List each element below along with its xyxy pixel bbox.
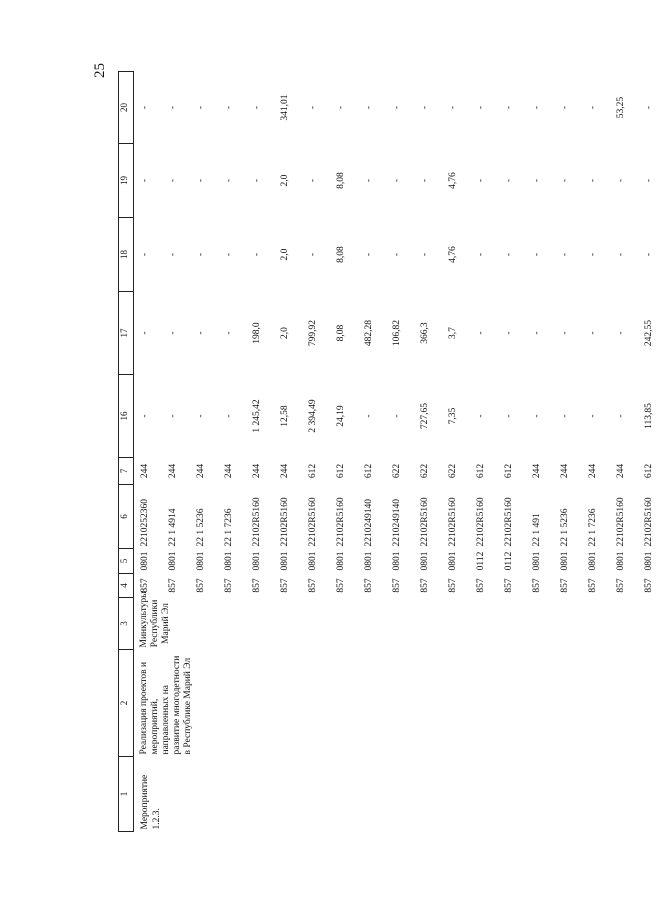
- cell-col-19: 4,76: [448, 172, 458, 189]
- cell-col-17: -: [196, 331, 206, 335]
- cell-col-6: 22 1 7236: [588, 508, 598, 547]
- cell-col-20: -: [504, 105, 514, 110]
- cell-col-6: 2210249140: [364, 499, 374, 547]
- cell-col-17: -: [616, 331, 626, 335]
- cell-col-5: 0801: [252, 551, 262, 571]
- cell-col-7: 612: [308, 463, 318, 479]
- cell-col-19: -: [224, 178, 234, 183]
- cell-col-5: 0801: [224, 551, 234, 571]
- cell-col-20: -: [476, 105, 486, 110]
- cell-col-16: 1 245,42: [252, 399, 262, 433]
- cell-col-19: 2,0: [280, 174, 290, 187]
- cell-col-19: -: [532, 178, 542, 183]
- cell-col-4: 857: [588, 578, 598, 593]
- cell-col-4: 857: [616, 578, 626, 593]
- cell-col-19: -: [504, 178, 514, 183]
- cell-col-18: -: [616, 252, 626, 257]
- cell-col-6: 22 1 7236: [224, 508, 234, 547]
- cell-col-19: -: [616, 178, 626, 183]
- cell-col-17: -: [504, 331, 514, 335]
- cell-col-16: -: [560, 414, 570, 418]
- cell-col-17: 366,3: [420, 322, 430, 344]
- col-header-6: 6: [119, 485, 134, 549]
- cell-col-4: 857: [196, 578, 206, 593]
- cell-col-18: -: [420, 252, 430, 257]
- cell-col-4: 857: [280, 578, 290, 593]
- cell-col-17: 3,7: [448, 327, 458, 339]
- cell-col-7: 244: [224, 463, 234, 479]
- cell-col-19: -: [168, 178, 178, 183]
- cell-col-7: 244: [616, 463, 626, 479]
- cell-col-19: -: [420, 178, 430, 183]
- cell-col-5: 0801: [392, 551, 402, 571]
- cell-col-7: 612: [644, 463, 654, 479]
- cell-col-16: 24,19: [336, 405, 346, 427]
- cell-col-17: 482,28: [364, 319, 374, 347]
- cell-col-6: 22102R5160: [420, 497, 430, 547]
- cell-col-18: -: [476, 252, 486, 257]
- col-header-1: 1: [119, 757, 134, 832]
- col-header-3: 3: [119, 598, 134, 650]
- cell-col-7: 612: [336, 463, 346, 479]
- cell-col-4: 857: [252, 578, 262, 593]
- rotated-table-container: [118, 72, 654, 832]
- cell-col-18: 4,76: [448, 246, 458, 263]
- cell-col-4: 857: [168, 578, 178, 593]
- cell-col-7: 244: [588, 463, 598, 479]
- cell-col-17: 2,0: [280, 327, 290, 339]
- cell-col-20: -: [448, 105, 458, 110]
- cell-col-16: 12,58: [280, 405, 290, 427]
- cell-col-5: 0801: [588, 551, 598, 571]
- col-header-7: 7: [119, 458, 134, 485]
- cell-col-19: -: [196, 178, 206, 183]
- cell-col-17: -: [476, 331, 486, 335]
- cell-col-5: 0801: [308, 551, 318, 571]
- cell-col-18: -: [532, 252, 542, 257]
- col-header-20: 20: [119, 72, 134, 144]
- cell-col-4: 857: [476, 578, 486, 593]
- cell-col-19: -: [140, 178, 150, 183]
- table-body: [134, 72, 666, 832]
- cell-col-18: 2,0: [280, 248, 290, 261]
- cell-col-20: -: [140, 105, 150, 110]
- cell-col-7: 244: [532, 463, 542, 479]
- cell-col-5: 0801: [336, 551, 346, 571]
- cell-col-6: 22 1 5236: [196, 508, 206, 547]
- cell-col-18: -: [644, 252, 654, 257]
- cell-col-7: 244: [168, 463, 178, 479]
- cell-col-16: -: [392, 414, 402, 418]
- cell-col-20: 341,01: [280, 94, 290, 121]
- col-header-17: 17: [119, 292, 134, 375]
- cell-col-20: -: [644, 105, 654, 110]
- cell-col-6: 22102R5160: [336, 497, 346, 547]
- cell-col-7: 612: [504, 463, 514, 479]
- cell-col-5: 0801: [644, 551, 654, 571]
- cell-col-20: -: [168, 105, 178, 110]
- cell-col-20: 53,25: [616, 96, 626, 119]
- cell-col-18: -: [196, 252, 206, 257]
- cell-col-6: 22 1 4914: [168, 508, 178, 547]
- cell-col-16: -: [224, 414, 234, 418]
- cell-col-17: -: [532, 331, 542, 335]
- cell-col-20: -: [336, 105, 346, 110]
- table-row: [134, 72, 163, 832]
- cell-col-5: 0801: [532, 551, 542, 571]
- cell-col-16: -: [504, 414, 514, 418]
- cell-col-4: 857: [532, 578, 542, 593]
- cell-col-16: 727,65: [420, 402, 430, 430]
- cell-col-17: 106,82: [392, 319, 402, 347]
- cell-col-20: -: [308, 105, 318, 110]
- cell-col-17: -: [588, 331, 598, 335]
- cell-col-5: 0801: [448, 551, 458, 571]
- cell-col-20: -: [252, 105, 262, 110]
- cell-col-4: 857: [364, 578, 374, 593]
- cell-col-5: 0801: [364, 551, 374, 571]
- cell-col-6: 22102R5160: [616, 497, 626, 547]
- cell-col-19: -: [560, 178, 570, 183]
- cell-col-4: 857: [420, 578, 430, 593]
- cell-col-20: -: [532, 105, 542, 110]
- col-header-16: 16: [119, 375, 134, 458]
- cell-col-17: -: [168, 331, 178, 335]
- cell-col-16: 113,85: [644, 403, 654, 429]
- cell-col-20: -: [364, 105, 374, 110]
- cell-col-18: -: [364, 252, 374, 257]
- cell-col-7: 244: [140, 463, 150, 479]
- cell-col-6: 22102R5160: [448, 497, 458, 547]
- cell-col-7: 612: [476, 463, 486, 479]
- cell-col-18: -: [252, 252, 262, 257]
- cell-col-6: 22102R5160: [252, 497, 262, 547]
- cell-col-20: -: [224, 105, 234, 110]
- cell-col-17: 8,08: [336, 324, 346, 342]
- cell-col-6: 22 1 491: [532, 513, 542, 547]
- cell-col-20: -: [560, 105, 570, 110]
- cell-col-19: -: [588, 178, 598, 183]
- column-number-header: [119, 72, 134, 832]
- cell-col-18: -: [224, 252, 234, 257]
- cell-col-18: -: [392, 252, 402, 257]
- budget-table: [118, 71, 666, 832]
- col-header-18: 18: [119, 218, 134, 292]
- cell-col-5: 0801: [168, 551, 178, 571]
- cell-col-4: 857: [336, 578, 346, 593]
- col-header-5: 5: [119, 549, 134, 574]
- cell-col-4: 857: [140, 578, 150, 593]
- cell-col-6: 22102R5160: [504, 497, 514, 547]
- activity-executor: Минкультуры Республики Марий Эл: [139, 591, 171, 648]
- cell-col-6: 22102R5160: [476, 497, 486, 547]
- cell-col-16: -: [616, 414, 626, 418]
- cell-col-20: -: [420, 105, 430, 110]
- cell-col-5: 0112: [504, 551, 514, 571]
- col-header-2: 2: [119, 650, 134, 757]
- cell-col-7: 622: [448, 463, 458, 479]
- cell-col-16: -: [168, 414, 178, 418]
- cell-col-5: 0801: [280, 551, 290, 571]
- activity-name: Реализация проектов и мероприятий, направленных на развитие многодетности в Республике Марий Эл: [139, 655, 193, 755]
- cell-col-20: -: [588, 105, 598, 110]
- cell-col-16: -: [476, 414, 486, 418]
- cell-col-5: 0801: [140, 551, 150, 571]
- cell-col-19: 8,08: [336, 172, 346, 189]
- cell-col-4: 857: [392, 578, 402, 593]
- cell-col-4: 857: [448, 578, 458, 593]
- cell-col-5: 0801: [616, 551, 626, 571]
- cell-col-6: 2210252360: [140, 499, 150, 547]
- cell-col-4: 857: [308, 578, 318, 593]
- cell-col-17: -: [560, 331, 570, 335]
- cell-col-4: 857: [560, 578, 570, 593]
- cell-col-7: 622: [392, 463, 402, 479]
- cell-col-18: -: [560, 252, 570, 257]
- cell-col-19: -: [392, 178, 402, 183]
- cell-col-4: 857: [224, 578, 234, 593]
- cell-col-16: -: [532, 414, 542, 418]
- cell-col-19: -: [364, 178, 374, 183]
- cell-col-18: -: [308, 252, 318, 257]
- cell-col-16: -: [140, 414, 150, 418]
- cell-col-6: 2210249140: [392, 499, 402, 547]
- cell-col-18: -: [504, 252, 514, 257]
- cell-col-19: -: [644, 178, 654, 183]
- col-header-4: 4: [119, 574, 134, 598]
- cell-col-7: 612: [364, 463, 374, 479]
- cell-col-19: -: [476, 178, 486, 183]
- cell-col-16: -: [588, 414, 598, 418]
- cell-col-20: -: [392, 105, 402, 110]
- cell-col-4: 857: [644, 578, 654, 593]
- cell-col-4: 857: [504, 578, 514, 593]
- col-header-19: 19: [119, 144, 134, 218]
- cell-col-16: 7,35: [448, 407, 458, 425]
- cell-col-18: 8,08: [336, 246, 346, 263]
- cell-col-7: 244: [280, 463, 290, 479]
- cell-col-5: 0801: [560, 551, 570, 571]
- cell-col-7: 622: [420, 463, 430, 479]
- cell-col-17: -: [140, 331, 150, 335]
- cell-col-20: -: [196, 105, 206, 110]
- cell-col-16: -: [196, 414, 206, 418]
- cell-col-6: 22102R5160: [644, 497, 654, 547]
- cell-col-6: 22102R5160: [308, 497, 318, 547]
- cell-col-17: -: [224, 331, 234, 335]
- cell-col-18: -: [140, 252, 150, 257]
- cell-col-6: 22102R5160: [280, 497, 290, 547]
- cell-col-17: 799,92: [308, 319, 318, 347]
- cell-col-18: -: [588, 252, 598, 257]
- cell-col-7: 244: [196, 463, 206, 479]
- cell-col-5: 0112: [476, 551, 486, 571]
- cell-col-5: 0801: [420, 551, 430, 571]
- cell-col-19: -: [252, 178, 262, 183]
- page-number: 25: [92, 63, 108, 78]
- cell-col-16: 2 394,49: [308, 399, 318, 433]
- cell-col-17: 242,55: [644, 319, 654, 347]
- cell-col-19: -: [308, 178, 318, 183]
- cell-col-5: 0801: [196, 551, 206, 571]
- activity-code: Мероприятие 1.2.3.: [140, 774, 162, 830]
- cell-col-17: 198,0: [252, 322, 262, 344]
- cell-col-18: -: [168, 252, 178, 257]
- cell-col-16: -: [364, 414, 374, 418]
- cell-col-7: 244: [560, 463, 570, 479]
- cell-col-6: 22 1 5236: [560, 508, 570, 547]
- cell-col-7: 244: [252, 463, 262, 479]
